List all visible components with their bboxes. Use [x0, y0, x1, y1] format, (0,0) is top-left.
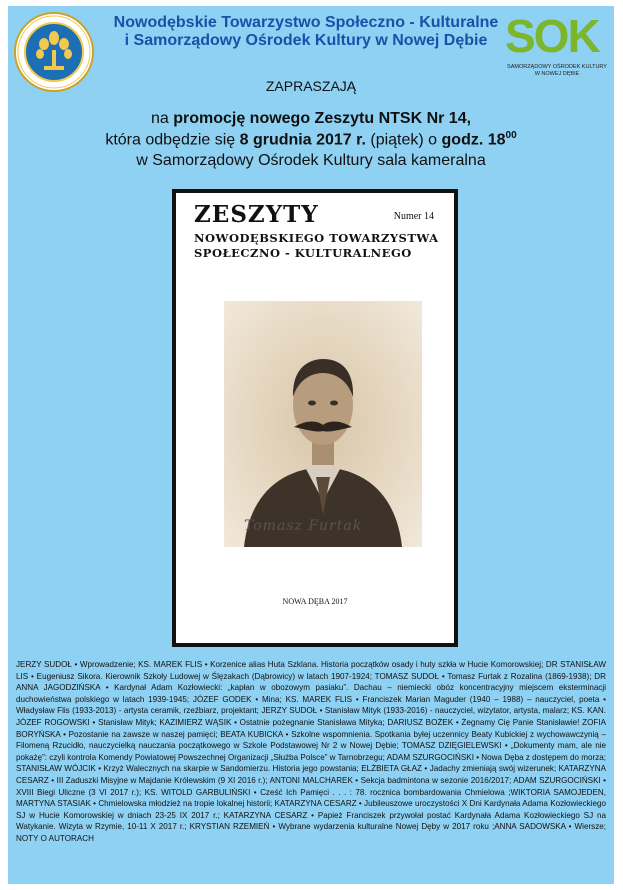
cover-title: ZESZYTY — [194, 201, 319, 228]
invite-line-1-bold: promocję nowego Zeszytu NTSK Nr 14, — [173, 110, 472, 127]
sok-logo-subtitle: SAMORZĄDOWY OŚRODEK KULTURY W NOWEJ DĘBIE — [507, 64, 607, 77]
invite-line-2 — [8, 130, 614, 149]
event-time-minutes: 00 — [505, 130, 517, 141]
invite-line-2-pre: która odbędzie się — [105, 131, 240, 149]
portrait-photo — [224, 301, 422, 547]
sok-logo-text: SOK — [505, 10, 599, 62]
sok-logo — [501, 12, 609, 82]
poster — [8, 6, 614, 884]
cover-issue-number: Numer 14 — [393, 211, 434, 222]
book-cover — [172, 189, 458, 647]
event-venue: w Samorządowy Ośrodek Kultury sala kameralna — [136, 152, 486, 169]
portrait-image — [224, 301, 422, 547]
organizer-line-2: i Samorządowy Ośrodek Kultury w Nowej Dębie — [124, 32, 488, 49]
event-time: godz. 18 — [441, 131, 506, 149]
cover-signature: Tomasz Furtak — [244, 518, 363, 534]
event-date: 8 grudnia 2017 r. — [239, 131, 366, 149]
cover-place-year: NOWA DĘBA 2017 — [282, 597, 348, 606]
invite-line-1-pre: na — [150, 110, 174, 127]
organizer-line-1: Nowodębskie Towarzystwo Społeczno - Kulturalne — [113, 14, 499, 31]
cover-subtitle-1: NOWODĘBSKIEGO TOWARZYSTWA — [194, 231, 439, 245]
invite-line-1 — [8, 110, 614, 128]
cover-subtitle-2: SPOŁECZNO - KULTURALNEGO — [194, 246, 412, 260]
table-of-contents: JERZY SUDOŁ • Wprowadzenie; KS. MAREK FLIS • Korzenice alias Huta Szklana. Historia początków osady i huty szkła w Hucie Komorowskiej; DR STANISŁAW LIS • Eugeniusz Sikora. Kierownik Szkoły Ludowej w Ślęzakach (Dąbrowicy) w latach 1907-1924; TOMASZ SUDOŁ • Tomasz Furtak z Rozalina (1869-1938); DR ANNA JAGODZIŃSKA • Kardynał Adam Kozłowiecki: „kapłan w obozowym pasiaku”. Dachau – niemiecki obóz koncentracyjny miejscem eksterminacji duchowieństwa polskiego w latach 1939-1945; JÓZEF GODEK • Mina; KS. MAREK FLIS • Franciszek Marian Maguder (1940 – 1988) – nauczyciel, poeta • Władysław Flis (1933-2013) - artysta ceramik, rzeźbiarz, projektant; JERZY SUDOŁ • Stanisław Mityk (1933-2016) - nauczyciel, wizytator, artysta, malarz; KS. KAN. JÓZEF ROGOWSKI • Stanisław Mityk; KAZIMIERZ WĄSIK • Ostatnie pożegnanie Stanisława Mityka; DARIUSZ BOŻEK • Żegnamy Cię Panie Stanisławie! ZOFIA BORYŃSKA • Pozostanie na zawsze w naszej pamięci; BEATA KUBICKA • Szkolne wspomnienia. Spotkania byłej uczennicy Beaty Kubickiej z wychowawczynią – Filomeną Rzucidło, nauczycielką nauczania początkowego w Szkole Podstawowej Nr 2 w Nowej Dębie; TOMASZ DZIĘGIELEWSKI • „Dokumenty mam, ale nie pokażę”: czyli kontrola Komendy Powiatowej Powszechnej Organizacji „Służba Polsce” w Tarnobrzegu; ADAM SZURGOCIŃSKI • Nowa Dęba z dostępem do morza; STANISŁAW WÓJCIK • Krzyż Walecznych na skarpie w Sandomierzu. Historia jego powstania; ELŻBIETA GŁAZ • Jadachy zmieniają swój wizerunek; KATARZYNA CESARZ • III Zaduszki Misyjne w Majdanie Królewskim (9 XI 2016 r.); ANTONI MALCHAREK • Sekcja badmintona w sezonie 2016/2017; ADAM SZURGOCIŃSKI • XVIII Biegi Uliczne (3 VI 2017 r.); KS. WITOLD GARBULIŃSKI • Cześć Ich Pamięci . . . : 78. rocznica bombardowania Chmielowa ;WIKTORIA SAMOJEDEN, MARTYNA STASIAK • Chmielowska młodzież na tropie lokalnej historii; KATARZYNA CESARZ • Jubileuszowe uroczystości X Dni Kardynała Adama Kozłowieckiego SJ w Hucie Komorowskiej w dniach 23-25 IX 2017 r.; KATARZYNA CESARZ • Papież Franciszek przywołał postać Kardynała Adama Kozłowieckiego SJ na Watykanie. Wizyta w Rzymie, 10-11 X 2017 r.; KRYSTIAN RZEMIEŃ • Wybrane wydarzenia kulturalne Nowej Dęby w 2017 roku ;ANNA SADOWSKA • Wiersze; NOTY O AUTORACH — [16, 660, 606, 843]
invite-word: ZAPRASZAJĄ — [265, 78, 357, 94]
invite-line-2-mid: (piątek) o — [365, 131, 442, 149]
